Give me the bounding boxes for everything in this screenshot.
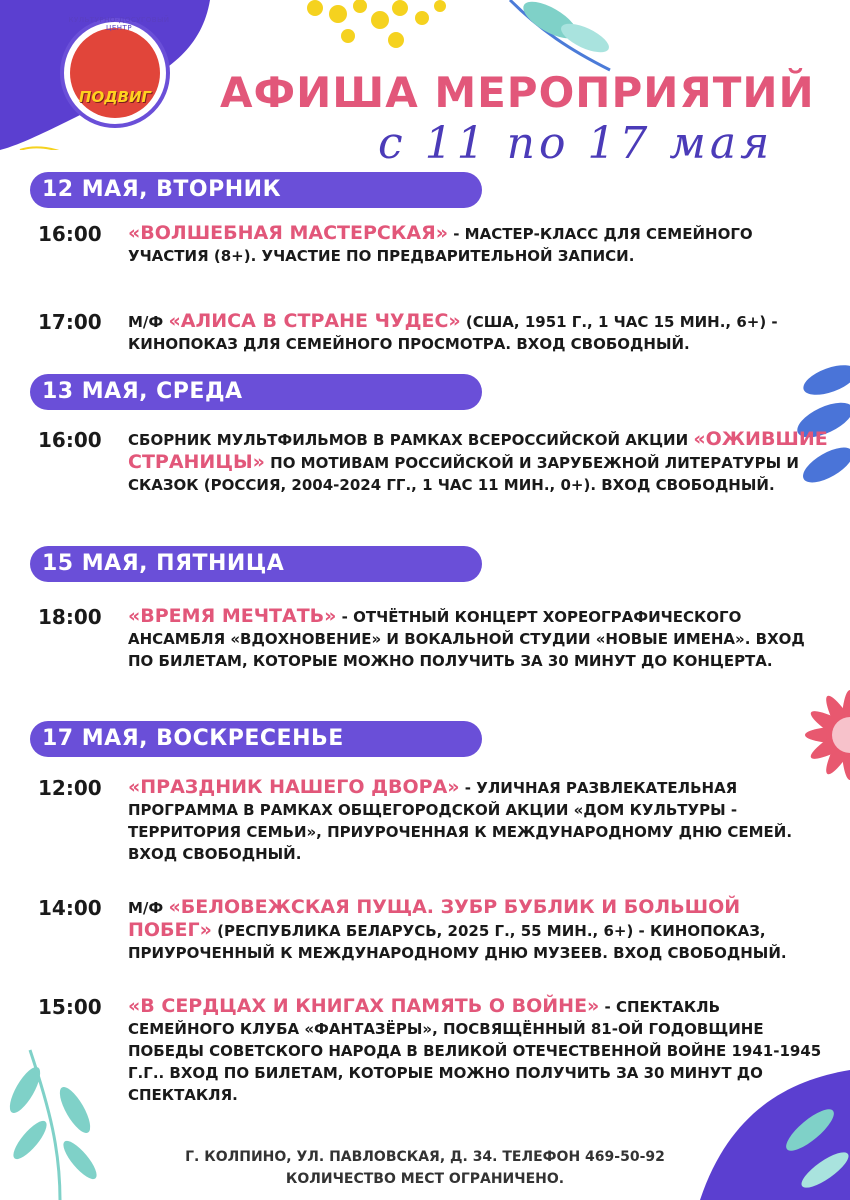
decor-top-right-leaf	[490, 0, 620, 75]
event-description	[128, 776, 828, 865]
event-description	[128, 896, 828, 964]
logo-badge	[60, 18, 170, 128]
event-description	[128, 222, 828, 267]
event-pre: М/Ф	[128, 899, 169, 917]
event-description	[128, 995, 828, 1106]
footer-note: КОЛИЧЕСТВО МЕСТ ОГРАНИЧЕНО.	[285, 1171, 565, 1187]
event-description	[128, 605, 828, 672]
event-text: (РЕСПУБЛИКА БЕЛАРУСЬ, 2025 Г., 55 МИН., 6+) - КИНОПОКАЗ, ПРИУРОЧЕННЫЙ К МЕЖДУНАРОДНОМУ ДНЮ МУЗЕЕВ. ВХОД СВОБОДНЫЙ.	[128, 922, 787, 962]
footer-address: Г. КОЛПИНО, УЛ. ПАВЛОВСКАЯ, Д. 34. ТЕЛЕФОН 469-50-92	[185, 1149, 665, 1165]
event-description	[128, 428, 828, 496]
page-subtitle: с 11 по 17 мая	[378, 118, 774, 169]
event-text: - ОТЧЁТНЫЙ КОНЦЕРТ ХОРЕОГРАФИЧЕСКОГО АНСАМБЛЯ «ВДОХНОВЕНИЕ» И ВОКАЛЬНОЙ СТУДИИ «НОВЫЕ ИМЕНА». ВХОД ПО БИЛЕТАМ, КОТОРЫЕ МОЖНО ПОЛУЧИТЬ ЗА 30 МИНУТ ДО КОНЦЕРТА.	[128, 608, 805, 670]
event-text: - УЛИЧНАЯ РАЗВЛЕКАТЕЛЬНАЯ ПРОГРАММА В РАМКАХ ОБЩЕГОРОДСКОЙ АКЦИИ «ДОМ КУЛЬТУРЫ - ТЕРРИТОРИЯ СЕМЬИ», ПРИУРОЧЕННАЯ К МЕЖДУНАРОДНОМУ ДНЮ СЕМЕЙ. ВХОД СВОБОДНЫЙ.	[128, 779, 793, 863]
logo-ring-text: КУЛЬТУРНО-ДОСУГОВЫЙ ЦЕНТР	[68, 16, 170, 32]
event-time: 17:00	[38, 310, 102, 334]
event-text: - МАСТЕР-КЛАСС ДЛЯ СЕМЕЙНОГО УЧАСТИЯ (8+). УЧАСТИЕ ПО ПРЕДВАРИТЕЛЬНОЙ ЗАПИСИ.	[128, 225, 753, 265]
decor-yellow-dots	[300, 0, 460, 60]
page-title: АФИША МЕРОПРИЯТИЙ	[220, 68, 815, 117]
day-header: 13 МАЯ, СРЕДА	[30, 374, 482, 410]
event-text: (США, 1951 Г., 1 ЧАС 15 МИН., 6+) - КИНОПОКАЗ ДЛЯ СЕМЕЙНОГО ПРОСМОТРА. ВХОД СВОБОДНЫЙ.	[128, 313, 778, 353]
event-time: 14:00	[38, 896, 102, 920]
footer	[0, 1146, 850, 1190]
event-title: «ОЖИВШИЕ СТРАНИЦЫ»	[128, 428, 828, 473]
day-header: 17 МАЯ, ВОСКРЕСЕНЬЕ	[30, 721, 482, 757]
event-pre: М/Ф	[128, 313, 169, 331]
event-title: «ПРАЗДНИК НАШЕГО ДВОРА»	[128, 776, 460, 798]
event-description	[128, 310, 828, 355]
day-header: 12 МАЯ, ВТОРНИК	[30, 172, 482, 208]
event-time: 16:00	[38, 428, 102, 452]
event-title: «В СЕРДЦАХ И КНИГАХ ПАМЯТЬ О ВОЙНЕ»	[128, 995, 600, 1017]
event-title: «ВРЕМЯ МЕЧТАТЬ»	[128, 605, 337, 627]
event-time: 16:00	[38, 222, 102, 246]
event-time: 12:00	[38, 776, 102, 800]
event-title: «БЕЛОВЕЖСКАЯ ПУЩА. ЗУБР БУБЛИК И БОЛЬШОЙ ПОБЕГ»	[128, 896, 741, 941]
event-title: «АЛИСА В СТРАНЕ ЧУДЕС»	[168, 310, 461, 332]
logo-name: ПОДВИГ	[78, 88, 152, 106]
event-time: 15:00	[38, 995, 102, 1019]
event-title: «ВОЛШЕБНАЯ МАСТЕРСКАЯ»	[128, 222, 448, 244]
event-text: - СПЕКТАКЛЬ СЕМЕЙНОГО КЛУБА «ФАНТАЗЁРЫ», ПОСВЯЩЁННЫЙ 81-ОЙ ГОДОВЩИНЕ ПОБЕДЫ СОВЕТСКОГО НАРОДА В ВЕЛИКОЙ ОТЕЧЕСТВЕННОЙ ВОЙНЕ 1941-1945 Г.Г.. ВХОД ПО БИЛЕТАМ, КОТОРЫЕ МОЖНО ПОЛУЧИТЬ ЗА 30 МИНУТ ДО СПЕКТАКЛЯ.	[128, 998, 822, 1104]
event-text: ПО МОТИВАМ РОССИЙСКОЙ И ЗАРУБЕЖНОЙ ЛИТЕРАТУРЫ И СКАЗОК (РОССИЯ, 2004-2024 ГГ., 1 ЧАС 11 МИН., 0+). ВХОД СВОБОДНЫЙ.	[128, 454, 799, 494]
day-header: 15 МАЯ, ПЯТНИЦА	[30, 546, 482, 582]
event-time: 18:00	[38, 605, 102, 629]
event-pre: СБОРНИК МУЛЬТФИЛЬМОВ В РАМКАХ ВСЕРОССИЙСКОЙ АКЦИИ	[128, 431, 694, 449]
